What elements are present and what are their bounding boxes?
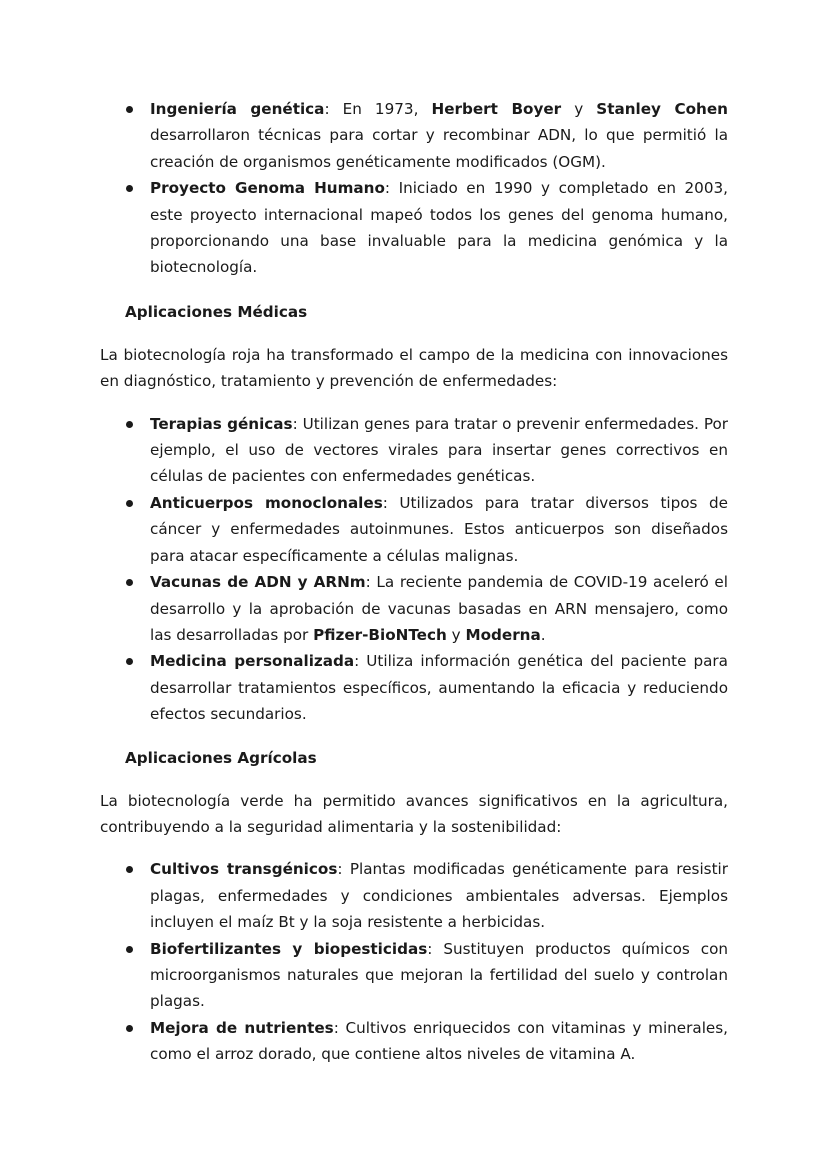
bullet-icon [126,106,133,113]
list-item [150,175,728,281]
bold-text: Terapias génicas [150,414,293,433]
body-text: y [446,625,466,644]
list-item [150,569,728,648]
agricultural-applications-heading: Aplicaciones Agrícolas [125,748,317,767]
bullet-icon [126,500,133,507]
bullet-icon [126,658,133,665]
medical-bullet-list [100,411,728,728]
bold-text: Pfizer-BioNTech [313,625,447,644]
list-item [150,936,728,1015]
agricultural-bullet-list [100,856,728,1067]
history-bullet-list [100,96,728,281]
bold-text: Vacunas de ADN y ARNm [150,573,366,592]
agricultural-intro-paragraph: La biotecnología verde ha permitido avances significativos en la agricultura, contribuyendo a la seguridad alimentaria y la sostenibilidad: [100,791,728,836]
list-item [150,490,728,569]
body-text: desarrollaron técnicas para cortar y recombinar ADN, lo que permitió la creación de organismos genéticamente modificados (OGM). [150,126,728,171]
bold-text: Cultivos transgénicos [150,860,338,879]
list-item [150,411,728,490]
bullet-icon [126,946,133,953]
bold-text: Herbert Boyer [431,100,562,118]
bold-text: Ingeniería genética [150,100,325,118]
bullet-icon [126,421,133,428]
body-text: : En 1973, [324,100,432,118]
bold-text: Stanley Cohen [596,100,728,118]
list-item [150,648,728,727]
bullet-icon [126,866,133,873]
body-text: : Utilizan genes para tratar o prevenir enfermedades. Por ejemplo, el uso de vectores virales para insertar genes correctivos en células de pacientes con enfermedades genéticas. [150,414,728,486]
body-text: : Iniciado en 1990 y completado en 2003, este proyecto internacional mapeó todos los genes del genoma humano, proporcionando una base invaluable para la medicina genómica y la biotecnología. [150,179,728,277]
medical-intro-paragraph: La biotecnología roja ha transformado el campo de la medicina con innovaciones en diagnóstico, tratamiento y prevención de enfermedades: [100,345,728,391]
body-text: . [540,625,546,644]
body-text: : Utiliza información genética del paciente para desarrollar tratamientos específicos, aumentando la eficacia y reduciendo efectos secundarios. [150,652,728,724]
bold-text: Proyecto Genoma Humano [150,179,385,198]
body-text: : Utilizados para tratar diversos tipos de cáncer y enfermedades autoinmunes. Estos anticuerpos son diseñados para atacar específicamente a células malignas. [150,493,728,565]
bold-text: Medicina personalizada [150,652,355,671]
bullet-icon [126,185,133,192]
bullet-icon [126,579,133,586]
body-text: y [561,100,597,118]
bold-text: Moderna [465,625,541,644]
body-text: : Plantas modificadas genéticamente para resistir plagas, enfermedades y condiciones ambientales adversas. Ejemplos incluyen el maíz Bt y la soja resistente a herbicidas. [150,860,728,932]
bold-text: Anticuerpos monoclonales [150,493,383,512]
bold-text: Biofertilizantes y biopesticidas [150,939,428,958]
body-text: : La reciente pandemia de COVID-19 aceleró el desarrollo y la aprobación de vacunas basadas en ARN mensajero, como las desarrolladas por [150,573,728,644]
medical-applications-heading: Aplicaciones Médicas [125,302,308,321]
body-text: : Sustituyen productos químicos con microorganismos naturales que mejoran la fertilidad del suelo y controlan plagas. [150,939,728,1011]
list-item [150,1015,728,1068]
list-item [150,856,728,935]
bullet-icon [126,1025,133,1032]
bold-text: Mejora de nutrientes [150,1018,334,1037]
list-item [150,96,728,175]
body-text: : Cultivos enriquecidos con vitaminas y minerales, como el arroz dorado, que contiene altos niveles de vitamina A. [150,1018,728,1064]
